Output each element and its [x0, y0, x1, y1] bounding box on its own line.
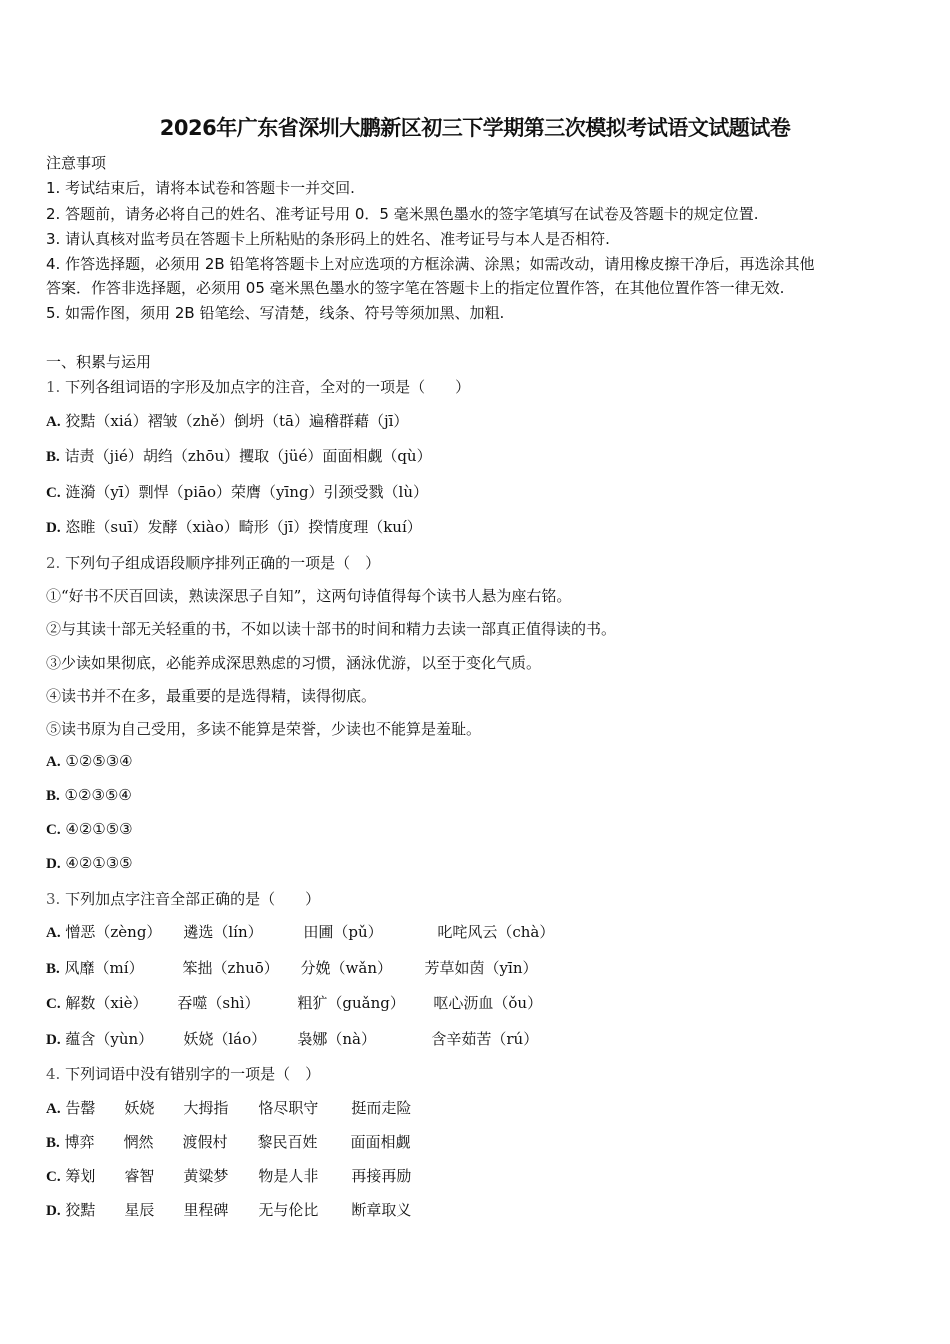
- notice-heading: 注意事项: [46, 154, 107, 172]
- option-item: 田圃（pǔ）: [303, 923, 383, 941]
- option-letter: B.: [46, 788, 60, 804]
- notice-item-5: 5. 如需作图，须用 2B 铅笔绘、写清楚，线条、符号等须加黑、加粗.: [46, 304, 505, 322]
- option-item: 星辰: [124, 1201, 155, 1219]
- question-text: 下列各组词语的字形及加点字的注音，全对的一项是（ ）: [65, 378, 471, 396]
- option-item: 狡黠: [65, 1201, 96, 1219]
- q1-option-a[interactable]: [46, 410, 408, 431]
- q4-option-a[interactable]: [46, 1097, 411, 1118]
- option-item: 憎恶（zèng）: [65, 923, 162, 941]
- option-text: ④②①⑤③: [65, 820, 133, 838]
- notice-item-4: 4. 作答选择题，必须用 2B 铅笔将答题卡上对应选项的方框涂满、涂黑；如需改动，请用橡皮擦干净后，再选涂其他: [46, 255, 815, 273]
- question-number: 3.: [46, 890, 61, 908]
- option-item: 呕心沥血（ǒu）: [433, 994, 543, 1012]
- option-letter: B.: [46, 961, 60, 977]
- option-item: 惘然: [123, 1133, 154, 1151]
- option-item: 含辛茹苦（rú）: [431, 1030, 539, 1048]
- option-item: 渡假村: [182, 1133, 228, 1151]
- option-item: 蕴含（yùn）: [65, 1030, 154, 1048]
- question-text: 下列加点字注音全部正确的是（ ）: [65, 890, 321, 908]
- question-2-stem: [46, 552, 380, 573]
- option-item: 物是人非: [258, 1167, 319, 1185]
- option-letter: C.: [46, 822, 61, 838]
- option-letter: B.: [46, 1135, 60, 1151]
- question-text: 下列词语中没有错别字的一项是（ ）: [65, 1065, 321, 1083]
- option-item: 告罄: [65, 1099, 96, 1117]
- option-item: 叱咤风云（chà）: [437, 923, 555, 941]
- option-item: 笨拙（zhuō）: [182, 959, 279, 977]
- option-text: 涟漪（yī）剽悍（piāo）荣膺（yīng）引颈受戮（lù）: [65, 483, 429, 501]
- option-letter: C.: [46, 1169, 61, 1185]
- option-item: 无与伦比: [258, 1201, 319, 1219]
- q2-option-b[interactable]: [46, 786, 132, 805]
- q2-sentence-2: ②与其读十部无关轻重的书，不如以读十部书的时间和精力去读一部真正值得读的书。: [46, 620, 617, 638]
- option-letter: D.: [46, 1203, 61, 1219]
- option-item: 粗犷（guǎng）: [297, 994, 405, 1012]
- option-item: 面面相觑: [350, 1133, 411, 1151]
- option-item: 吞噬（shì）: [177, 994, 260, 1012]
- q4-option-c[interactable]: [46, 1165, 411, 1186]
- option-item: 挺而走险: [351, 1099, 412, 1117]
- section-heading: 一、积累与运用: [46, 353, 152, 371]
- option-text: ①②⑤③④: [65, 752, 133, 770]
- option-item: 断章取义: [351, 1201, 412, 1219]
- notice-item-2: 2. 答题前，请务必将自己的姓名、准考证号用 0．5 毫米黑色墨水的签字笔填写在试卷及答题卡的规定位置.: [46, 205, 759, 223]
- q1-option-c[interactable]: [46, 481, 428, 502]
- question-1-stem: [46, 376, 470, 397]
- option-letter: A.: [46, 414, 61, 430]
- option-letter: D.: [46, 520, 61, 536]
- q3-option-b[interactable]: [46, 957, 537, 978]
- notice-item-1: 1. 考试结束后，请将本试卷和答题卡一并交回.: [46, 179, 355, 197]
- question-text: 下列句子组成语段顺序排列正确的一项是（ ）: [65, 554, 381, 572]
- notice-item-3: 3. 请认真核对监考员在答题卡上所粘贴的条形码上的姓名、准考证号与本人是否相符.: [46, 230, 610, 248]
- option-item: 解数（xiè）: [65, 994, 148, 1012]
- option-item: 妖娆: [124, 1099, 155, 1117]
- question-number: 4.: [46, 1065, 61, 1083]
- q2-option-a[interactable]: [46, 752, 133, 771]
- option-letter: A.: [46, 1101, 61, 1117]
- question-3-stem: [46, 888, 320, 909]
- q4-option-d[interactable]: [46, 1199, 411, 1220]
- option-item: 妖娆（láo）: [183, 1030, 267, 1048]
- option-text: 狡黠（xiá）褶皱（zhě）倒坍（tā）遍稽群藉（jī）: [65, 412, 409, 430]
- option-item: 睿智: [124, 1167, 155, 1185]
- option-item: 大拇指: [183, 1099, 229, 1117]
- option-item: 袅娜（nà）: [297, 1030, 376, 1048]
- option-text: ①②③⑤④: [64, 786, 132, 804]
- option-item: 再接再励: [351, 1167, 412, 1185]
- option-item: 黎民百姓: [257, 1133, 318, 1151]
- option-letter: D.: [46, 856, 61, 872]
- q2-sentence-5: ⑤读书原为自己受用，多读不能算是荣誉，少读也不能算是羞耻。: [46, 720, 482, 738]
- q3-option-a[interactable]: [46, 921, 554, 942]
- option-item: 筹划: [65, 1167, 96, 1185]
- q4-option-b[interactable]: [46, 1131, 411, 1152]
- q1-option-b[interactable]: [46, 445, 432, 466]
- option-letter: C.: [46, 485, 61, 501]
- q2-option-d[interactable]: [46, 854, 133, 873]
- q3-option-d[interactable]: [46, 1028, 538, 1049]
- option-item: 里程碑: [183, 1201, 229, 1219]
- question-4-stem: [46, 1063, 320, 1084]
- notice-item-4-cont: 答案．作答非选择题，必须用 05 毫米黑色墨水的签字笔在答题卡上的指定位置作答，在其他位置作答一律无效.: [46, 279, 785, 297]
- q1-option-d[interactable]: [46, 516, 422, 537]
- option-letter: A.: [46, 925, 61, 941]
- q2-sentence-3: ③少读如果彻底，必能养成深思熟虑的习惯，涵泳优游，以至于变化气质。: [46, 654, 542, 672]
- option-text: ④②①③⑤: [65, 854, 133, 872]
- option-item: 遴选（lín）: [183, 923, 263, 941]
- option-item: 风靡（mí）: [64, 959, 144, 977]
- option-letter: B.: [46, 449, 60, 465]
- option-item: 芳草如茵（yīn）: [424, 959, 538, 977]
- option-item: 恪尽职守: [258, 1099, 319, 1117]
- q3-option-c[interactable]: [46, 992, 542, 1013]
- q2-option-c[interactable]: [46, 820, 133, 839]
- option-item: 黄粱梦: [183, 1167, 229, 1185]
- q2-sentence-1: ①“好书不厌百回读，熟读深思子自知”，这两句诗值得每个读书人悬为座右铭。: [46, 587, 572, 605]
- page-title: 2026年广东省深圳大鹏新区初三下学期第三次模拟考试语文试题试卷: [159, 116, 791, 140]
- option-item: 博弈: [64, 1133, 95, 1151]
- question-number: 2.: [46, 554, 61, 572]
- q2-sentence-4: ④读书并不在多，最重要的是选得精，读得彻底。: [46, 687, 377, 705]
- option-text: 诘责（jié）胡绉（zhōu）攫取（jüé）面面相觑（qù）: [64, 447, 432, 465]
- option-letter: C.: [46, 996, 61, 1012]
- option-text: 恣睢（suī）发酵（xiào）畸形（jī）揆情度理（kuí）: [65, 518, 422, 536]
- option-item: 分娩（wǎn）: [300, 959, 392, 977]
- option-letter: A.: [46, 754, 61, 770]
- question-number: 1.: [46, 378, 61, 396]
- option-letter: D.: [46, 1032, 61, 1048]
